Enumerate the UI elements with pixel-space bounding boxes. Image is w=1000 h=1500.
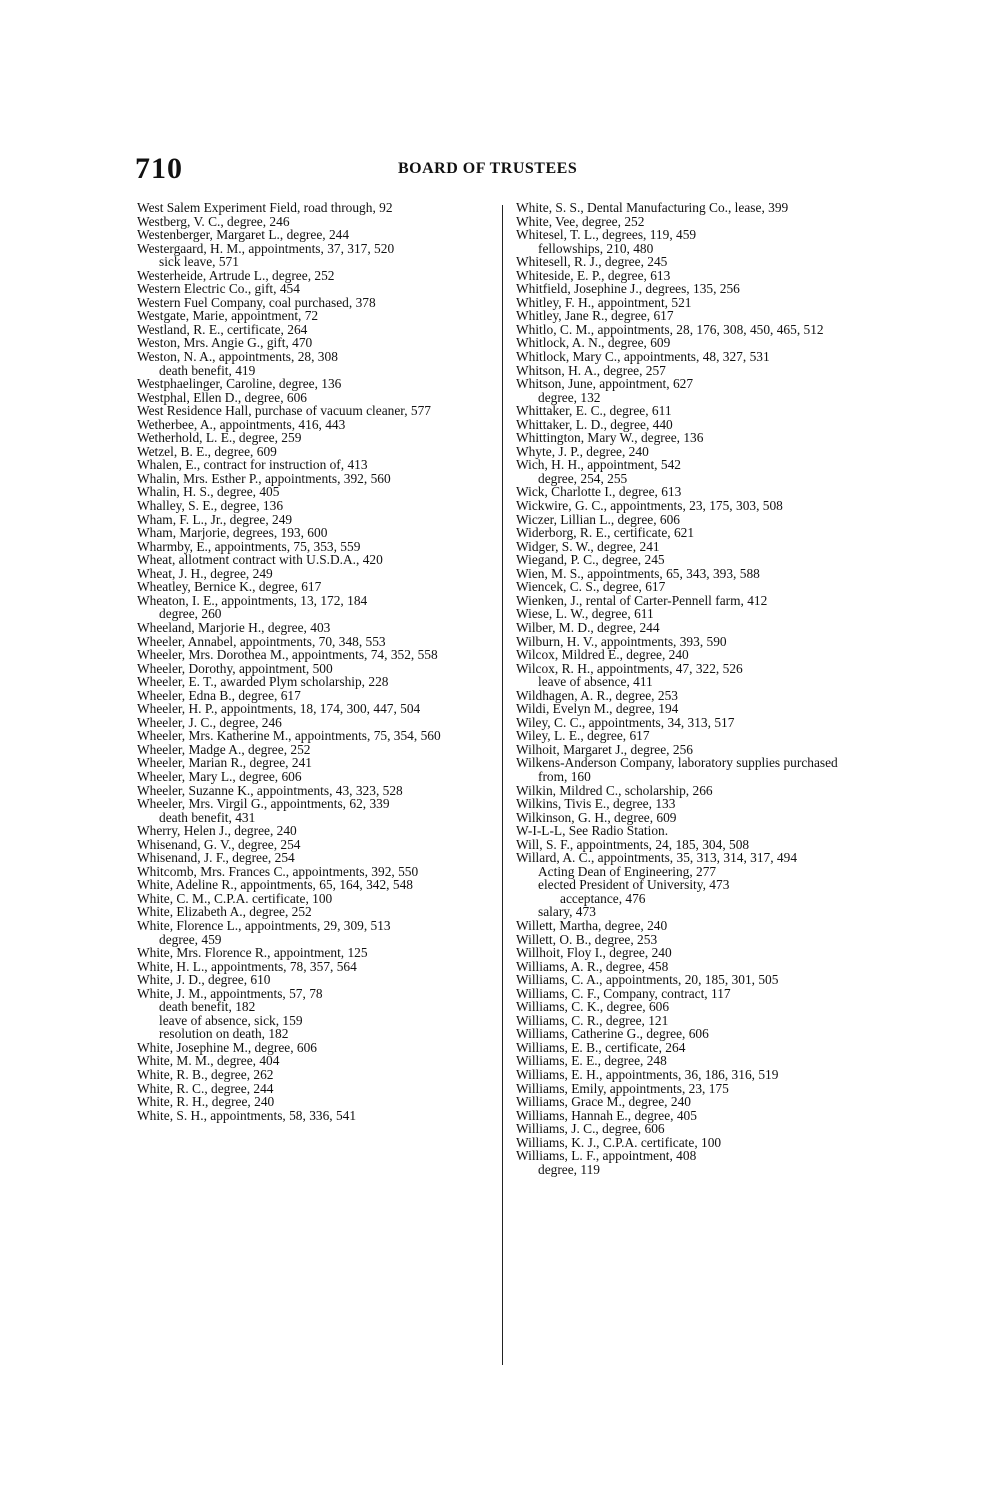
index-entry: Wheeler, Madge A., degree, 252 xyxy=(137,741,311,757)
page-number: 710 xyxy=(135,152,183,185)
index-entry: Wick, Charlotte I., degree, 613 xyxy=(516,484,682,500)
index-subentry: elected President of University, 473 xyxy=(538,877,730,893)
index-entry: Wilcox, Mildred E., degree, 240 xyxy=(516,647,689,663)
index-entry: White, Florence L., appointments, 29, 309, 513 xyxy=(137,917,391,933)
index-entry: Wharmby, E., appointments, 75, 353, 559 xyxy=(137,538,361,554)
index-entry: Wildi, Evelyn M., degree, 194 xyxy=(516,701,679,717)
index-entry: White, C. M., C.P.A. certificate, 100 xyxy=(137,890,333,906)
index-subentry: death benefit, 431 xyxy=(159,809,256,825)
index-entry: Wheeler, Marian R., degree, 241 xyxy=(137,755,312,771)
index-entry: Wiczer, Lillian L., degree, 606 xyxy=(516,511,681,527)
index-entry: Wienken, J., rental of Carter-Pennell farm, 412 xyxy=(516,592,768,608)
index-entry: Wheatley, Bernice K., degree, 617 xyxy=(137,579,322,595)
index-entry: Wham, F. L., Jr., degree, 249 xyxy=(137,511,293,527)
index-entry: Williams, Emily, appointments, 23, 175 xyxy=(516,1080,729,1096)
index-entry: Williams, E. H., appointments, 36, 186, 316, 519 xyxy=(516,1067,779,1082)
index-entry: Wheaton, I. E., appointments, 13, 172, 184 xyxy=(137,592,368,608)
index-entry: Westerheide, Artrude L., degree, 252 xyxy=(137,267,335,283)
index-entry: Whalin, H. S., degree, 405 xyxy=(137,484,280,500)
index-entry: White, J. D., degree, 610 xyxy=(137,972,271,988)
index-entry: White, J. M., appointments, 57, 78 xyxy=(137,985,323,1001)
index-entry: Western Fuel Company, coal purchased, 378 xyxy=(137,294,376,310)
index-entry: West Residence Hall, purchase of vacuum cleaner, 577 xyxy=(137,403,431,419)
index-entry: Whalley, S. E., degree, 136 xyxy=(137,498,284,514)
index-entry: Wilcox, R. H., appointments, 47, 322, 526 xyxy=(516,660,743,676)
index-entry: Wilber, M. D., degree, 244 xyxy=(516,619,660,635)
index-entry: Wheeler, Mary L., degree, 606 xyxy=(137,768,302,784)
index-entry: Williams, C. F., Company, contract, 117 xyxy=(516,985,731,1001)
index-entry: W-I-L-L, See Radio Station. xyxy=(516,823,669,839)
index-entry: Whitesell, R. J., degree, 245 xyxy=(516,254,668,270)
index-subentry: degree, 459 xyxy=(159,931,222,947)
index-entry: Willhoit, Floy I., degree, 240 xyxy=(516,945,672,961)
index-entry: Wheeler, Mrs. Virgil G., appointments, 62, 339 xyxy=(137,796,390,812)
index-subentry: degree, 119 xyxy=(538,1161,600,1177)
index-subentry: salary, 473 xyxy=(538,904,596,920)
index-entry: Williams, C. K., degree, 606 xyxy=(516,999,670,1015)
index-entry: Wheeler, Suzanne K., appointments, 43, 323, 528 xyxy=(137,782,403,798)
index-entry: White, Mrs. Florence R., appointment, 125 xyxy=(137,945,368,961)
index-entry: Westphal, Ellen D., degree, 606 xyxy=(137,389,307,405)
index-entry: Wich, H. H., appointment, 542 xyxy=(516,457,681,473)
index-entry: Westberg, V. C., degree, 246 xyxy=(137,213,290,229)
index-entry: Williams, Catherine G., degree, 606 xyxy=(516,1026,709,1042)
index-entry: White, R. H., degree, 240 xyxy=(137,1094,275,1110)
index-entry: Whitlock, Mary C., appointments, 48, 327, 531 xyxy=(516,349,770,365)
index-subentry: sick leave, 571 xyxy=(159,254,239,270)
index-subentry: death benefit, 182 xyxy=(159,999,256,1015)
index-entry: Willard, A. C., appointments, 35, 313, 314, 317, 494 xyxy=(516,850,798,866)
index-entry: Wiley, L. E., degree, 617 xyxy=(516,728,650,744)
index-entry: Westgate, Marie, appointment, 72 xyxy=(137,308,319,324)
index-entry: White, Vee, degree, 252 xyxy=(516,213,645,229)
index-column-right xyxy=(516,201,868,1176)
index-entry: Will, S. F., appointments, 24, 185, 304, 508 xyxy=(516,836,750,852)
index-entry: Williams, J. C., degree, 606 xyxy=(516,1121,665,1137)
index-entry: Whitesel, T. L., degrees, 119, 459 xyxy=(516,227,697,243)
index-entry: White, H. L., appointments, 78, 357, 564 xyxy=(137,958,357,974)
index-entry: Wheeler, E. T., awarded Plym scholarship, 228 xyxy=(137,674,389,690)
index-entry: Williams, E. B., certificate, 264 xyxy=(516,1039,686,1055)
index-entry: White, R. B., degree, 262 xyxy=(137,1067,274,1082)
index-entry: Weston, Mrs. Angie G., gift, 470 xyxy=(137,335,313,351)
index-entry: White, R. C., degree, 244 xyxy=(137,1080,274,1096)
index-entry: Williams, K. J., C.P.A. certificate, 100 xyxy=(516,1134,722,1150)
index-subentry: leave of absence, sick, 159 xyxy=(159,1012,303,1028)
index-entry: Wilkinson, G. H., degree, 609 xyxy=(516,809,677,825)
index-entry: Wiegand, P. C., degree, 245 xyxy=(516,552,665,568)
index-entry: White, Adeline R., appointments, 65, 164, 342, 548 xyxy=(137,877,413,893)
index-entry: Westland, R. E., certificate, 264 xyxy=(137,321,308,337)
index-entry: Williams, C. R., degree, 121 xyxy=(516,1012,669,1028)
index-entry: Whittington, Mary W., degree, 136 xyxy=(516,430,704,446)
index-subentry: leave of absence, 411 xyxy=(538,674,653,690)
index-entry: Wiese, L. W., degree, 611 xyxy=(516,606,654,622)
index-entry: Weston, N. A., appointments, 28, 308 xyxy=(137,349,338,365)
index-entry: Western Electric Co., gift, 454 xyxy=(137,281,300,297)
index-entry: Willett, O. B., degree, 253 xyxy=(516,931,658,947)
index-entry: Whitlock, A. N., degree, 609 xyxy=(516,335,671,351)
index-entry: White, Elizabeth A., degree, 252 xyxy=(137,904,312,920)
index-entry: Westenberger, Margaret L., degree, 244 xyxy=(137,227,350,243)
index-entry: Wilburn, H. V., appointments, 393, 590 xyxy=(516,633,727,649)
index-entry: Whalen, E., contract for instruction of, 413 xyxy=(137,457,368,473)
index-entry: Whitcomb, Mrs. Frances C., appointments, 392, 550 xyxy=(137,863,419,879)
index-entry: White, Josephine M., degree, 606 xyxy=(137,1039,317,1055)
index-entry: Whisenand, J. F., degree, 254 xyxy=(137,850,295,866)
index-entry: West Salem Experiment Field, road through, 92 xyxy=(137,200,393,215)
index-entry: Whisenand, G. V., degree, 254 xyxy=(137,836,301,852)
index-entry: Westergaard, H. M., appointments, 37, 317, 520 xyxy=(137,240,395,256)
index-entry: Wiley, C. C., appointments, 34, 313, 517 xyxy=(516,714,735,730)
index-subentry: resolution on death, 182 xyxy=(159,1026,289,1042)
index-entry: Wheeler, Mrs. Dorothea M., appointments, 74, 352, 558 xyxy=(137,647,438,663)
index-entry: White, M. M., degree, 404 xyxy=(137,1053,280,1069)
index-entry: Wildhagen, A. R., degree, 253 xyxy=(516,687,678,703)
index-entry: Wiencek, C. S., degree, 617 xyxy=(516,579,666,595)
running-head: BOARD OF TRUSTEES xyxy=(398,160,578,177)
index-entry: White, S. H., appointments, 58, 336, 541 xyxy=(137,1107,357,1123)
index-entry: Williams, Grace M., degree, 240 xyxy=(516,1094,691,1110)
index-entry: Wheeler, Annabel, appointments, 70, 348, 553 xyxy=(137,633,386,649)
index-entry: Whiteside, E. P., degree, 613 xyxy=(516,267,671,283)
index-entry: Whitlo, C. M., appointments, 28, 176, 308, 450, 465, 512 xyxy=(516,321,824,337)
index-entry: Wien, M. S., appointments, 65, 343, 393, 588 xyxy=(516,565,760,581)
index-entry: Wherry, Helen J., degree, 240 xyxy=(137,823,297,839)
index-entry: Whittaker, E. C., degree, 611 xyxy=(516,403,672,419)
index-subentry: degree, 260 xyxy=(159,606,222,622)
index-column-left xyxy=(137,201,489,1122)
index-entry: Wheeler, J. C., degree, 246 xyxy=(137,714,282,730)
index-entry: Westphaelinger, Caroline, degree, 136 xyxy=(137,376,342,392)
index-entry: Wheat, allotment contract with U.S.D.A., 420 xyxy=(137,552,383,568)
index-entry: Wickwire, G. C., appointments, 23, 175, 303, 508 xyxy=(516,498,783,514)
index-entry: Williams, E. E., degree, 248 xyxy=(516,1053,667,1069)
index-entry: Whitley, Jane R., degree, 617 xyxy=(516,308,674,324)
index-entry: Wilhoit, Margaret J., degree, 256 xyxy=(516,741,693,757)
index-entry: White, S. S., Dental Manufacturing Co., lease, 399 xyxy=(516,200,789,215)
index-entry: Wheeler, H. P., appointments, 18, 174, 300, 447, 504 xyxy=(137,701,421,717)
index-entry: Whitfield, Josephine J., degrees, 135, 256 xyxy=(516,281,740,297)
index-entry: Wetzel, B. E., degree, 609 xyxy=(137,443,277,459)
index-entry: Wheat, J. H., degree, 249 xyxy=(137,565,273,581)
index-entry: Wetherhold, L. E., degree, 259 xyxy=(137,430,302,446)
index-entry: Wham, Marjorie, degrees, 193, 600 xyxy=(137,525,328,541)
index-entry: Wilkin, Mildred C., scholarship, 266 xyxy=(516,782,713,798)
index-entry: Whalin, Mrs. Esther P., appointments, 392, 560 xyxy=(137,470,391,486)
index-entry: Willett, Martha, degree, 240 xyxy=(516,917,668,933)
index-entry: Whyte, J. P., degree, 240 xyxy=(516,443,649,459)
index-subentry: acceptance, 476 xyxy=(560,890,646,906)
index-subentry: death benefit, 419 xyxy=(159,362,256,378)
index-subentry: fellowships, 210, 480 xyxy=(538,240,654,256)
index-entry: Wilkens-Anderson Company, laboratory supplies purchased from, 160 xyxy=(516,755,838,784)
index-entry: Widger, S. W., degree, 241 xyxy=(516,538,660,554)
index-entry: Williams, Hannah E., degree, 405 xyxy=(516,1107,697,1123)
index-entry: Williams, C. A., appointments, 20, 185, 301, 505 xyxy=(516,972,779,988)
index-entry: Williams, A. R., degree, 458 xyxy=(516,958,669,974)
index-entry: Widerborg, R. E., certificate, 621 xyxy=(516,525,695,541)
index-subentry: degree, 132 xyxy=(538,389,601,405)
index-entry: Wetherbee, A., appointments, 416, 443 xyxy=(137,416,346,432)
index-entry: Whitson, H. A., degree, 257 xyxy=(516,362,666,378)
index-entry: Whitley, F. H., appointment, 521 xyxy=(516,294,692,310)
index-subentry: degree, 254, 255 xyxy=(538,470,628,486)
index-entry: Wilkins, Tivis E., degree, 133 xyxy=(516,796,676,812)
index-entry: Wheeland, Marjorie H., degree, 403 xyxy=(137,619,331,635)
index-entry: Whitson, June, appointment, 627 xyxy=(516,376,694,392)
index-entry: Wheeler, Mrs. Katherine M., appointments, 75, 354, 560 xyxy=(137,728,441,744)
index-entry: Williams, L. F., appointment, 408 xyxy=(516,1148,697,1164)
index-entry: Wheeler, Edna B., degree, 617 xyxy=(137,687,301,703)
index-subentry: Acting Dean of Engineering, 277 xyxy=(538,863,717,879)
index-entry: Whittaker, L. D., degree, 440 xyxy=(516,416,673,432)
index-entry: Wheeler, Dorothy, appointment, 500 xyxy=(137,660,333,676)
column-divider xyxy=(502,205,503,1365)
